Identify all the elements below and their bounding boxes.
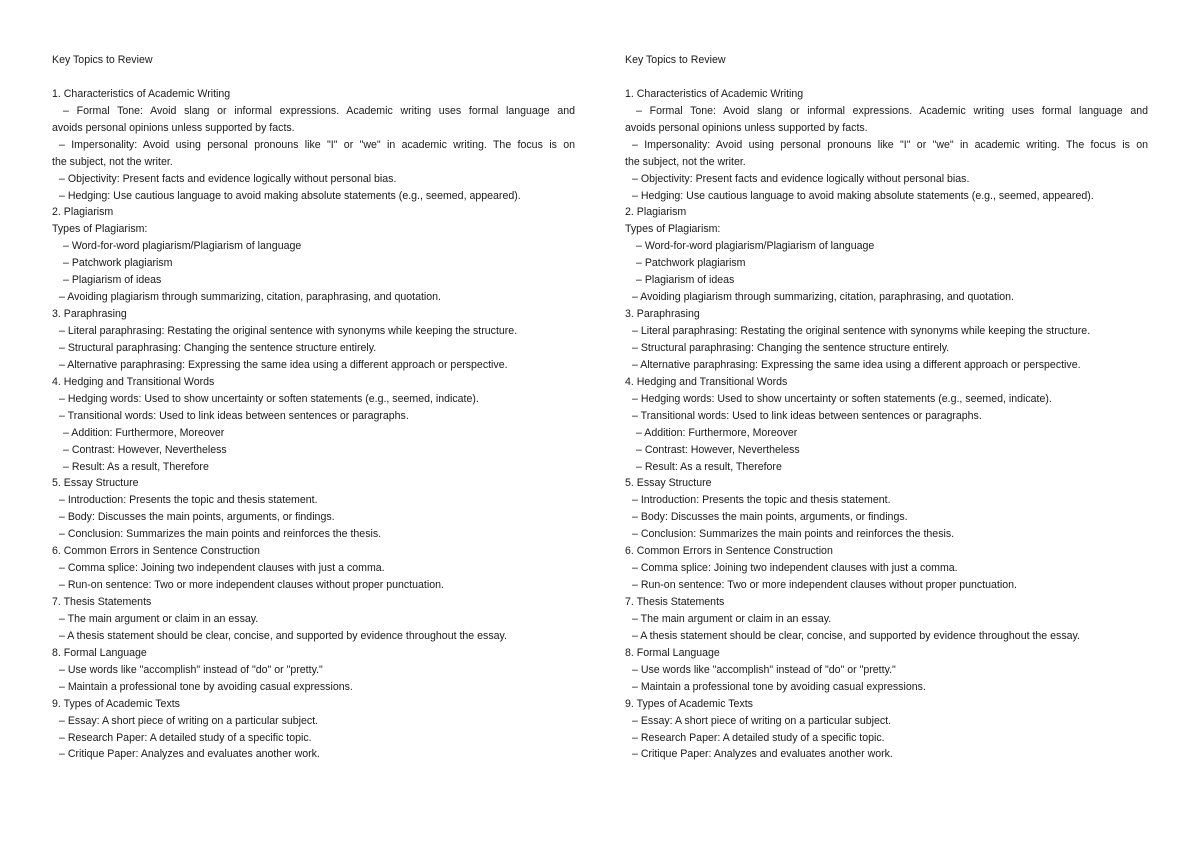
list-item: – Comma splice: Joining two independent clauses with just a comma. (632, 562, 958, 575)
list-item: – Alternative paraphrasing: Expressing the same idea using a different approach or perspective. (632, 358, 1081, 371)
list-item: – Essay: A short piece of writing on a particular subject. (59, 714, 319, 727)
section-heading: 8. Formal Language (625, 646, 720, 659)
list-item: – Literal paraphrasing: Restating the original sentence with synonyms while keeping the structure. (632, 325, 1091, 337)
list-item: – Introduction: Presents the topic and thesis statement. (59, 494, 318, 507)
list-item: – Formal Tone: Avoid slang or informal expressions. Academic writing uses formal language and (63, 104, 575, 117)
list-item: – The main argument or claim in an essay. (632, 612, 832, 625)
list-item: – Body: Discusses the main points, arguments, or findings. (59, 511, 335, 524)
list-item: – The main argument or claim in an essay. (59, 612, 259, 625)
section-heading: 9. Types of Academic Texts (625, 697, 753, 710)
list-item: – Addition: Furthermore, Moreover (63, 426, 225, 439)
list-item: – Structural paraphrasing: Changing the sentence structure entirely. (59, 341, 377, 354)
list-item: avoids personal opinions unless supported by facts. (52, 121, 295, 134)
list-item: – Structural paraphrasing: Changing the sentence structure entirely. (632, 341, 950, 354)
list-item: the subject, not the writer. (625, 155, 746, 168)
section-heading: Types of Plagiarism: (52, 223, 148, 236)
list-item: – A thesis statement should be clear, concise, and supported by evidence throughout the essay. (59, 629, 507, 642)
section-heading: 4. Hedging and Transitional Words (52, 375, 215, 388)
list-item: – Word-for-word plagiarism/Plagiarism of language (636, 240, 875, 253)
list-item: – Result: As a result, Therefore (636, 460, 782, 473)
list-item: – Research Paper: A detailed study of a specific topic. (632, 731, 885, 744)
list-item: – Impersonality: Avoid using personal pronouns like "I" or "we" in academic writing. The focus is on (59, 138, 575, 151)
list-item: – Avoiding plagiarism through summarizing, citation, paraphrasing, and quotation. (59, 291, 441, 304)
list-item: – Use words like "accomplish" instead of "do" or "pretty." (632, 663, 896, 676)
list-item: – Critique Paper: Analyzes and evaluates another work. (59, 748, 320, 761)
list-item: – Plagiarism of ideas (63, 274, 162, 287)
list-item: – Maintain a professional tone by avoiding casual expressions. (632, 680, 926, 693)
section-heading: 6. Common Errors in Sentence Construction (625, 545, 833, 558)
list-item: – Objectivity: Present facts and evidence logically without personal bias. (632, 172, 970, 185)
page-title: Key Topics to Review (52, 54, 153, 66)
section-heading: 1. Characteristics of Academic Writing (625, 87, 804, 100)
section-heading: 6. Common Errors in Sentence Construction (52, 545, 260, 558)
section-heading: 3. Paraphrasing (52, 308, 127, 321)
list-item: avoids personal opinions unless supported by facts. (625, 121, 868, 134)
section-heading: 2. Plagiarism (625, 206, 687, 219)
left-column (52, 52, 575, 763)
list-item: – Research Paper: A detailed study of a specific topic. (59, 731, 312, 744)
list-item: – Maintain a professional tone by avoiding casual expressions. (59, 680, 353, 693)
list-item: – Formal Tone: Avoid slang or informal expressions. Academic writing uses formal language and (636, 104, 1148, 117)
list-item: – Word-for-word plagiarism/Plagiarism of language (63, 240, 302, 253)
list-item: – Transitional words: Used to link ideas between sentences or paragraphs. (59, 409, 409, 422)
list-item: – Introduction: Presents the topic and thesis statement. (632, 494, 891, 507)
section-heading: 7. Thesis Statements (625, 596, 725, 608)
list-item: – Result: As a result, Therefore (63, 460, 209, 473)
list-item: – Essay: A short piece of writing on a particular subject. (632, 714, 892, 727)
list-item: – Plagiarism of ideas (636, 274, 735, 287)
section-heading: Types of Plagiarism: (625, 223, 721, 236)
list-item: – Hedging words: Used to show uncertainty or soften statements (e.g., seemed, indicate). (59, 392, 479, 405)
list-item: – Comma splice: Joining two independent clauses with just a comma. (59, 562, 385, 575)
section-heading: 7. Thesis Statements (52, 596, 152, 608)
section-heading: 5. Essay Structure (625, 477, 712, 490)
list-item: – Literal paraphrasing: Restating the original sentence with synonyms while keeping the structure. (59, 325, 518, 337)
list-item: – Use words like "accomplish" instead of "do" or "pretty." (59, 663, 323, 676)
list-item: – Contrast: However, Nevertheless (636, 443, 800, 456)
list-item: – Body: Discusses the main points, arguments, or findings. (632, 511, 908, 524)
section-heading: 8. Formal Language (52, 646, 147, 659)
section-heading: 1. Characteristics of Academic Writing (52, 87, 231, 100)
list-item: – Avoiding plagiarism through summarizing, citation, paraphrasing, and quotation. (632, 291, 1014, 304)
list-item: – Run-on sentence: Two or more independent clauses without proper punctuation. (59, 579, 444, 592)
list-item: – Hedging: Use cautious language to avoid making absolute statements (e.g., seemed, appeared). (59, 189, 521, 202)
section-heading: 9. Types of Academic Texts (52, 697, 180, 710)
list-item: – Hedging words: Used to show uncertainty or soften statements (e.g., seemed, indicate). (632, 392, 1052, 405)
section-heading: 4. Hedging and Transitional Words (625, 375, 788, 388)
section-heading: 5. Essay Structure (52, 477, 139, 490)
list-item: – Impersonality: Avoid using personal pronouns like "I" or "we" in academic writing. The focus is on (632, 138, 1148, 151)
list-item: – Conclusion: Summarizes the main points and reinforces the thesis. (59, 528, 382, 541)
list-item: – Patchwork plagiarism (63, 257, 173, 270)
list-item: – Critique Paper: Analyzes and evaluates another work. (632, 748, 893, 761)
list-item: – Transitional words: Used to link ideas between sentences or paragraphs. (632, 409, 982, 422)
right-column (625, 52, 1148, 763)
section-heading: 3. Paraphrasing (625, 308, 700, 321)
list-item: – Contrast: However, Nevertheless (63, 443, 227, 456)
section-heading: 2. Plagiarism (52, 206, 114, 219)
list-item: – Run-on sentence: Two or more independent clauses without proper punctuation. (632, 579, 1017, 592)
list-item: – Alternative paraphrasing: Expressing the same idea using a different approach or perspective. (59, 358, 508, 371)
list-item: – Conclusion: Summarizes the main points and reinforces the thesis. (632, 528, 955, 541)
list-item: – Patchwork plagiarism (636, 257, 746, 270)
page-title: Key Topics to Review (625, 54, 726, 66)
list-item: the subject, not the writer. (52, 155, 173, 168)
list-item: – A thesis statement should be clear, concise, and supported by evidence throughout the essay. (632, 629, 1080, 642)
list-item: – Addition: Furthermore, Moreover (636, 426, 798, 439)
list-item: – Objectivity: Present facts and evidence logically without personal bias. (59, 172, 397, 185)
list-item: – Hedging: Use cautious language to avoid making absolute statements (e.g., seemed, appeared). (632, 189, 1094, 202)
